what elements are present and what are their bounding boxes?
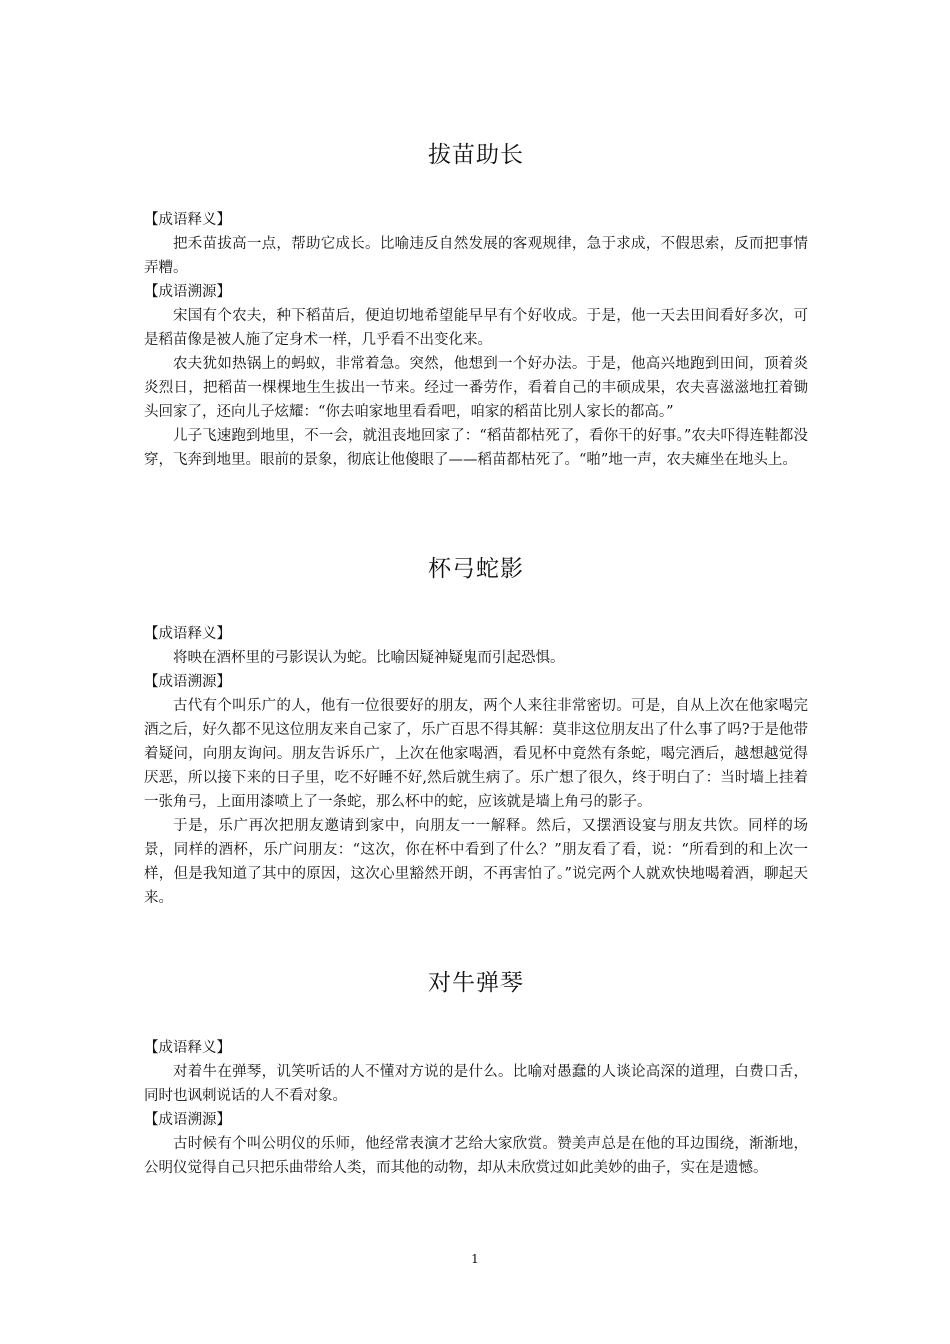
origin-heading: 【成语溯源】 bbox=[144, 674, 231, 690]
origin-paragraph: 农夫犹如热锅上的蚂蚁，非常着急。突然，他想到一个好办法。于是，他高兴地跑到田间，顶着炎炎烈日，把稻苗一棵棵地生生拔出一节来。经过一番劳作，看着自己的丰硕成果，农夫喜滋滋地扛着锄头回家了，还向儿子炫耀：“你去咱家地里看看吧，咱家的稻苗比别人家长的都高。” bbox=[144, 356, 808, 420]
idiom-section-3 bbox=[144, 968, 808, 1180]
origin-paragraph: 儿子飞速跑到地里，不一会，就沮丧地回家了：“稻苗都枯死了，看你干的好事。”农夫吓得连鞋都没穿，飞奔到地里。眼前的景象，彻底让他傻眼了——稻苗都枯死了。“啪”地一声，农夫瘫坐在地头上。 bbox=[144, 428, 808, 468]
idiom-section-2 bbox=[144, 554, 808, 910]
meaning-heading: 【成语释义】 bbox=[144, 626, 231, 642]
origin-paragraph: 宋国有个农夫，种下稻苗后，便迫切地希望能早早有个好收成。于是，他一天去田间看好多次，可是稻苗像是被人施了定身术一样，几乎看不出变化来。 bbox=[144, 308, 808, 348]
meaning-paragraph: 把禾苗拔高一点，帮助它成长。比喻违反自然发展的客观规律，急于求成，不假思索，反而把事情弄糟。 bbox=[144, 236, 808, 276]
origin-heading: 【成语溯源】 bbox=[144, 1112, 231, 1128]
page-number: 1 bbox=[471, 1252, 479, 1266]
idiom-title: 杯弓蛇影 bbox=[428, 556, 524, 582]
idiom-section-1 bbox=[144, 140, 808, 472]
origin-paragraph: 古代有个叫乐广的人，他有一位很要好的朋友，两个人来往非常密切。可是，自从上次在他家喝完酒之后，好久都不见这位朋友来自己家了，乐广百思不得其解：莫非这位朋友出了什么事了吗?于是他带着疑问，向朋友询问。朋友告诉乐广，上次在他家喝酒，看见杯中竟然有条蛇，喝完酒后，越想越觉得厌恶，所以接下来的日子里，吃不好睡不好,然后就生病了。乐广想了很久，终于明白了：当时墙上挂着一张角弓，上面用漆喷上了一条蛇，那么杯中的蛇，应该就是墙上角弓的影子。 bbox=[144, 698, 808, 810]
meaning-paragraph: 对着牛在弹琴，讥笑听话的人不懂对方说的是什么。比喻对愚蠢的人谈论高深的道理，白费口舌，同时也讽刺说话的人不看对象。 bbox=[144, 1064, 808, 1104]
idiom-title: 拔苗助长 bbox=[428, 142, 524, 168]
origin-paragraph: 古时候有个叫公明仪的乐师，他经常表演才艺给大家欣赏。赞美声总是在他的耳边围绕，渐渐地，公明仪觉得自己只把乐曲带给人类，而其他的动物，却从未欣赏过如此美妙的曲子，实在是遗憾。 bbox=[144, 1136, 808, 1176]
origin-paragraph: 于是，乐广再次把朋友邀请到家中，向朋友一一解释。然后，又摆酒设宴与朋友共饮。同样的场景，同样的酒杯，乐广问朋友：“这次，你在杯中看到了什么？”朋友看了看，说：“所看到的和上次一样，但是我知道了其中的原因，这次心里豁然开朗，不再害怕了。”说完两个人就欢快地喝着酒，聊起天来。 bbox=[144, 818, 808, 906]
origin-heading: 【成语溯源】 bbox=[144, 284, 231, 300]
meaning-heading: 【成语释义】 bbox=[144, 212, 231, 228]
idiom-title: 对牛弹琴 bbox=[428, 970, 524, 996]
meaning-heading: 【成语释义】 bbox=[144, 1040, 231, 1056]
meaning-paragraph: 将映在酒杯里的弓影误认为蛇。比喻因疑神疑鬼而引起恐惧。 bbox=[173, 650, 565, 666]
